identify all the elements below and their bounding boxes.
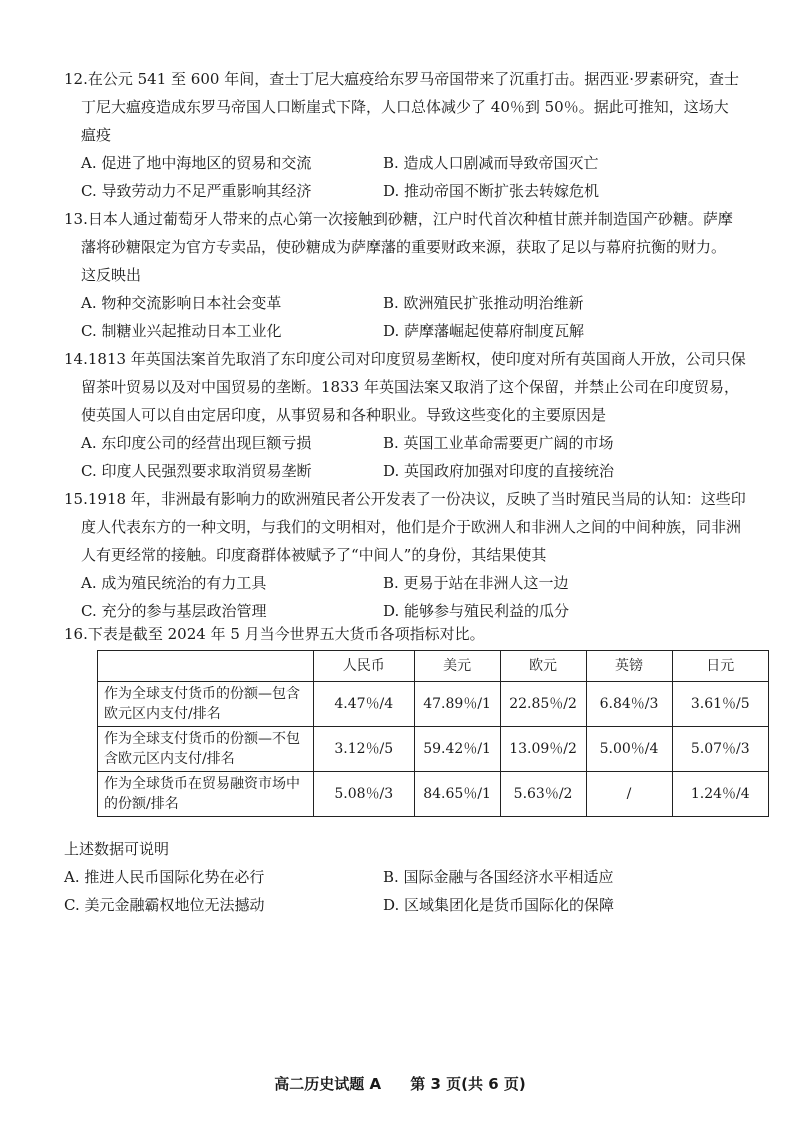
question-14-line-1: 14.1813 年英国法案首先取消了东印度公司对印度贸易垄断权，使印度对所有英国商人开放，公司只保 (64, 350, 746, 368)
table-row-label: 作为全球货币在贸易融资市场中的份额/排名 (98, 772, 314, 817)
footer-exam-title: 高二历史试题 A (274, 1075, 382, 1093)
table-header-gbp: 英镑 (586, 651, 672, 682)
question-12-option-a[interactable]: A. 促进了地中海地区的贸易和交流 (81, 154, 312, 172)
question-16-option-b[interactable]: B. 国际金融与各国经济水平相适应 (383, 868, 614, 886)
question-14-line-3: 使英国人可以自由定居印度，从事贸易和各种职业。导致这些变化的主要原因是 (81, 406, 607, 424)
question-15-line-3: 人有更经常的接触。印度裔群体被赋予了“中间人”的身份，其结果使其 (81, 546, 547, 564)
question-14-option-a[interactable]: A. 东印度公司的经营出现巨额亏损 (81, 434, 312, 452)
table-cell: 13.09％/2 (500, 727, 586, 772)
question-16-option-c[interactable]: C. 美元金融霸权地位无法撼动 (64, 896, 265, 914)
question-12-option-d[interactable]: D. 推动帝国不断扩张去转嫁危机 (383, 182, 600, 200)
question-15-option-c[interactable]: C. 充分的参与基层政治管理 (81, 602, 267, 620)
question-14-option-d[interactable]: D. 英国政府加强对印度的直接统治 (383, 462, 615, 480)
question-16-stem: 16.下表是截至 2024 年 5 月当今世界五大货币各项指标对比。 (64, 625, 485, 643)
table-header-jpy: 日元 (672, 651, 768, 682)
table-cell: 5.08％/3 (313, 772, 414, 817)
table-header-rmb: 人民币 (313, 651, 414, 682)
question-14-line-2: 留茶叶贸易以及对中国贸易的垄断。1833 年英国法案又取消了这个保留，并禁止公司在印度贸易， (81, 378, 739, 396)
question-16-prompt: 上述数据可说明 (64, 840, 170, 858)
table-header-empty (98, 651, 314, 682)
table-row-label: 作为全球支付货币的份额—包含欧元区内支付/排名 (98, 682, 314, 727)
currency-comparison-table (97, 650, 769, 817)
question-13-option-b[interactable]: B. 欧洲殖民扩张推动明治维新 (383, 294, 584, 312)
page-footer (0, 1073, 800, 1094)
question-13-option-a[interactable]: A. 物种交流影响日本社会变革 (81, 294, 282, 312)
question-14-option-c[interactable]: C. 印度人民强烈要求取消贸易垄断 (81, 462, 312, 480)
table-cell: 1.24％/4 (672, 772, 768, 817)
table-cell: 5.07％/3 (672, 727, 768, 772)
question-13-option-c[interactable]: C. 制糖业兴起推动日本工业化 (81, 322, 282, 340)
table-header-row (98, 651, 769, 682)
table-row-label: 作为全球支付货币的份额—不包含欧元区内支付/排名 (98, 727, 314, 772)
table-cell: / (586, 772, 672, 817)
question-13-line-3: 这反映出 (81, 266, 142, 284)
question-16-option-d[interactable]: D. 区域集团化是货币国际化的保障 (383, 896, 615, 914)
table-cell: 4.47％/4 (313, 682, 414, 727)
question-12-line-2: 丁尼大瘟疫造成东罗马帝国人口断崖式下降，人口总体减少了 40％到 50％。据此可推知，这场大 (81, 98, 729, 116)
question-12-line-1: 12.在公元 541 至 600 年间，查士丁尼大瘟疫给东罗马帝国带来了沉重打击。据西亚·罗素研究，查士 (64, 70, 739, 88)
table-cell: 22.85％/2 (500, 682, 586, 727)
question-16-option-a[interactable]: A. 推进人民币国际化势在必行 (64, 868, 265, 886)
table-cell: 59.42％/1 (414, 727, 500, 772)
table-cell: 3.12％/5 (313, 727, 414, 772)
question-14-option-b[interactable]: B. 英国工业革命需要更广阔的市场 (383, 434, 614, 452)
table-header-eur: 欧元 (500, 651, 586, 682)
table-row (98, 772, 769, 817)
table-header-usd: 美元 (414, 651, 500, 682)
question-15-option-a[interactable]: A. 成为殖民统治的有力工具 (81, 574, 267, 592)
table-cell: 84.65％/1 (414, 772, 500, 817)
footer-page-number: 第 3 页(共 6 页) (410, 1075, 526, 1093)
question-12-option-c[interactable]: C. 导致劳动力不足严重影响其经济 (81, 182, 312, 200)
question-12-option-b[interactable]: B. 造成人口剧减而导致帝国灭亡 (383, 154, 599, 172)
question-13-line-2: 藩将砂糖限定为官方专卖品，使砂糖成为萨摩藩的重要财政来源，获取了足以与幕府抗衡的财力。 (81, 238, 727, 256)
table-cell: 3.61％/5 (672, 682, 768, 727)
question-13-option-d[interactable]: D. 萨摩藩崛起使幕府制度瓦解 (383, 322, 585, 340)
table-row (98, 727, 769, 772)
table-cell: 47.89％/1 (414, 682, 500, 727)
question-13-line-1: 13.日本人通过葡萄牙人带来的点心第一次接触到砂糖，江户时代首次种植甘蔗并制造国产砂糖。萨摩 (64, 210, 733, 228)
table-cell: 5.00％/4 (586, 727, 672, 772)
table-cell: 5.63％/2 (500, 772, 586, 817)
question-15-line-1: 15.1918 年，非洲最有影响力的欧洲殖民者公开发表了一份决议，反映了当时殖民当局的认知：这些印 (64, 490, 746, 508)
question-15-option-b[interactable]: B. 更易于站在非洲人这一边 (383, 574, 569, 592)
question-12-line-3: 瘟疫 (81, 126, 112, 144)
table-cell: 6.84％/3 (586, 682, 672, 727)
table-row (98, 682, 769, 727)
question-15-line-2: 度人代表东方的一种文明，与我们的文明相对，他们是介于欧洲人和非洲人之间的中间种族，同非洲 (81, 518, 742, 536)
question-15-option-d[interactable]: D. 能够参与殖民利益的瓜分 (383, 602, 570, 620)
